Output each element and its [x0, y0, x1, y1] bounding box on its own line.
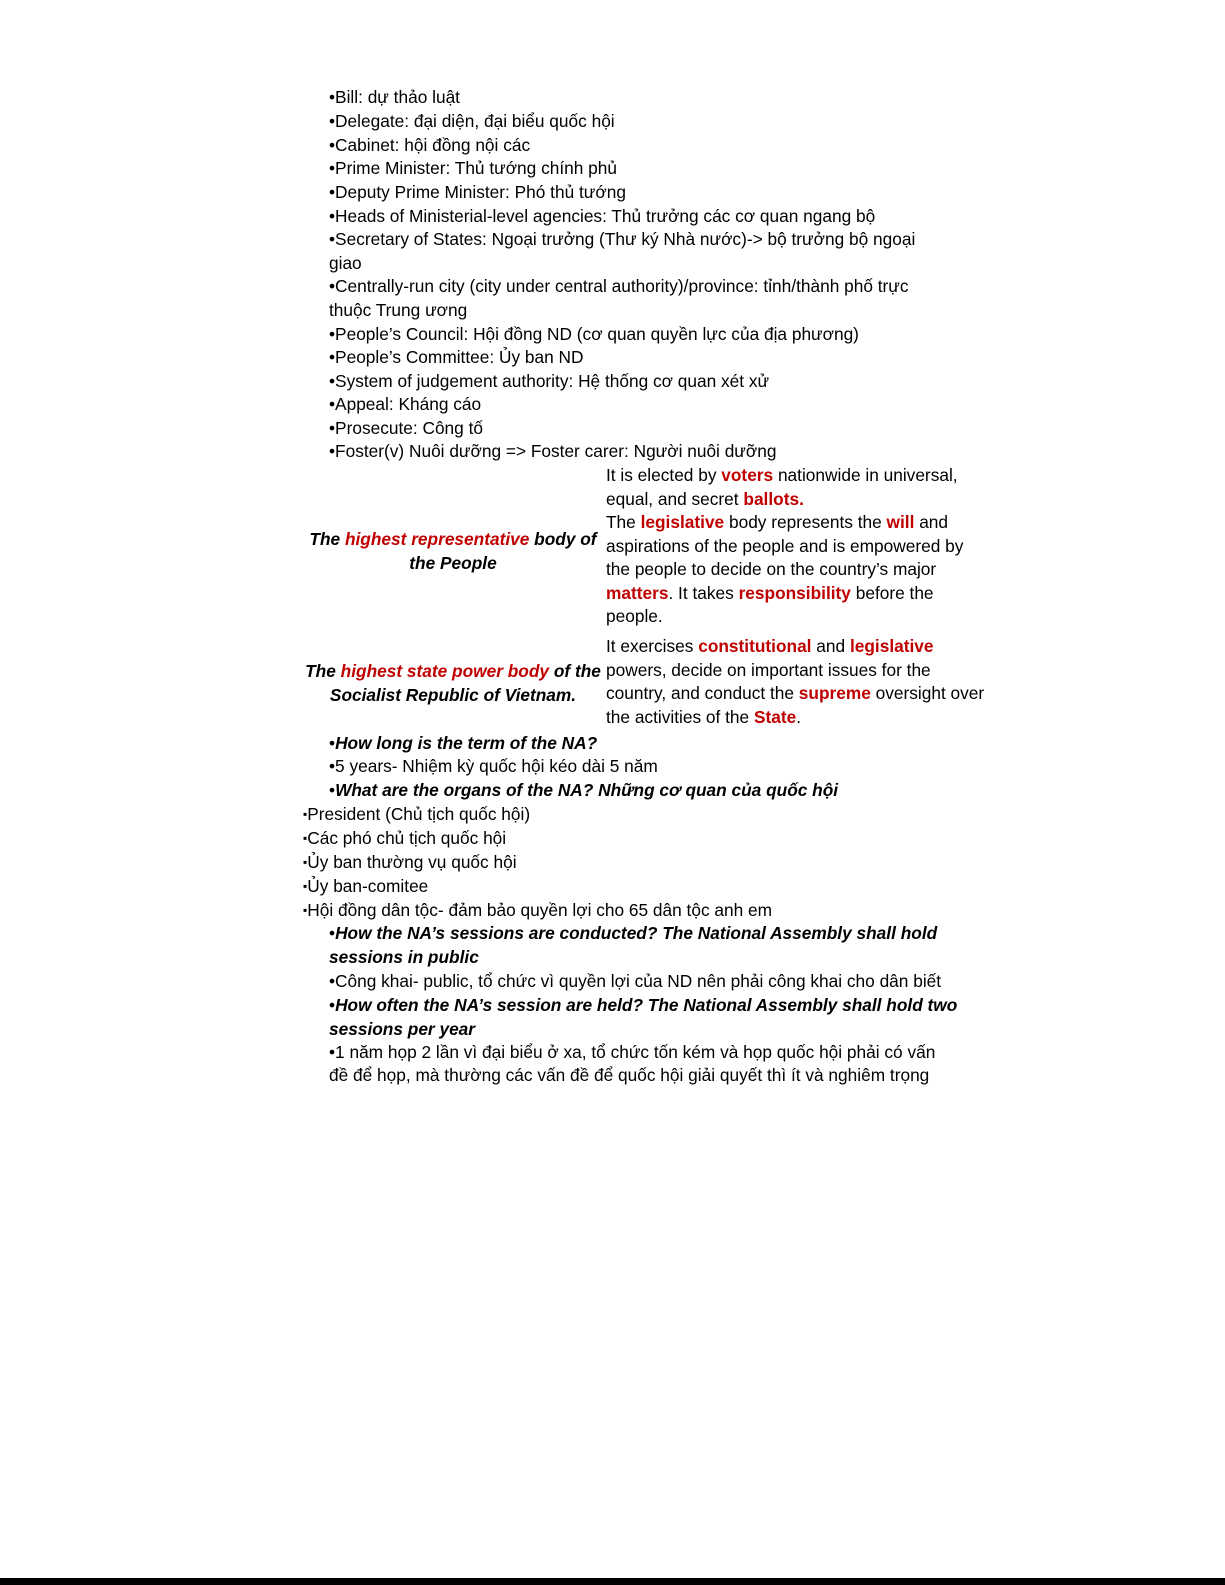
vocab-prime-minister: •Prime Minister: Thủ tướng chính phủ [329, 158, 617, 178]
square-bullet-icon: ▪ [303, 831, 308, 845]
vocab-delegate: •Delegate: đại diện, đại biểu quốc hội [329, 111, 615, 131]
vocab-cabinet: •Cabinet: hội đồng nội các [329, 135, 531, 155]
organ-ethnic-council: ▪Hội đồng dân tộc- đảm bảo quyền lợi cho 65 dân tộc anh em [303, 900, 773, 920]
vocab-peoples-committee: •People’s Committee: Ủy ban ND [329, 347, 584, 367]
table-row2-right: It exercises constitutional and legislative powers, decide on important issues for the country, and conduct the supreme oversight over the activities of the State. [606, 636, 985, 727]
vocab-centrally-run-cont: thuộc Trung ương [329, 300, 468, 320]
organ-standing-committee: ▪Ủy ban thường vụ quốc hội [303, 852, 517, 872]
table-row1-right: It is elected by voters nationwide in universal, equal, and secret ballots. The legislative body represents the will and aspirations of the people and is empowered by the people to decide on the country’s major matters. It takes responsibility before the people. [606, 465, 964, 626]
organ-president: ▪President (Chủ tịch quốc hội) [303, 804, 531, 824]
page-bottom-border [0, 1578, 1225, 1585]
square-bullet-icon: ▪ [303, 879, 308, 893]
highlight-highest-representative: highest representative [344, 529, 530, 549]
highlight-highest-state-power: highest state power body [340, 661, 550, 681]
square-bullet-icon: ▪ [303, 807, 308, 821]
question-term: •How long is the term of the NA? [329, 733, 598, 753]
answer-frequency-cont: đề để họp, mà thường các vấn đề để quốc hội giải quyết thì ít và nghiêm trọng [329, 1065, 930, 1085]
question-frequency: •How often the NA’s session are held? The National Assembly shall hold two [329, 995, 958, 1015]
answer-frequency: •1 năm họp 2 lần vì đại biểu ở xa, tổ chức tốn kém và họp quốc hội phải có vấn [329, 1042, 936, 1062]
vocab-centrally-run: •Centrally-run city (city under central authority)/province: tỉnh/thành phố trực [329, 276, 909, 296]
vocab-heads-agencies: •Heads of Ministerial-level agencies: Thủ trưởng các cơ quan ngang bộ [329, 206, 876, 226]
organ-vice-presidents: ▪Các phó chủ tịch quốc hội [303, 828, 507, 848]
question-organs: •What are the organs of the NA? Những cơ quan của quốc hội [329, 780, 839, 800]
square-bullet-icon: ▪ [303, 855, 308, 869]
vocab-judgement: •System of judgement authority: Hệ thống cơ quan xét xử [329, 371, 770, 391]
vocab-peoples-council: •People’s Council: Hội đồng ND (cơ quan quyền lực của địa phương) [329, 324, 859, 344]
vocab-prosecute: •Prosecute: Công tố [329, 418, 483, 438]
table-row1-left: The highest representative body of the People [309, 529, 597, 573]
vocab-secretary-cont: giao [329, 253, 362, 273]
square-bullet-icon: ▪ [303, 903, 308, 917]
answer-sessions: •Công khai- public, tổ chức vì quyền lợi của ND nên phải công khai cho dân biết [329, 971, 942, 991]
vocab-foster: •Foster(v) Nuôi dưỡng => Foster carer: Người nuôi dưỡng [329, 441, 777, 461]
vocab-deputy-pm: •Deputy Prime Minister: Phó thủ tướng [329, 182, 626, 202]
question-sessions: •How the NA’s sessions are conducted? The National Assembly shall hold [329, 923, 938, 943]
answer-term: •5 years- Nhiệm kỳ quốc hội kéo dài 5 năm [329, 756, 658, 776]
question-frequency-cont: sessions per year [329, 1019, 476, 1039]
vocab-secretary: •Secretary of States: Ngoại trưởng (Thư ký Nhà nước)-> bộ trưởng bộ ngoại [329, 229, 916, 249]
table-row2-left: The highest state power body of the Socialist Republic of Vietnam. [305, 661, 601, 705]
vocab-appeal: •Appeal: Kháng cáo [329, 394, 482, 414]
question-sessions-cont: sessions in public [329, 947, 479, 967]
vocab-bill: •Bill: dự thảo luật [329, 87, 460, 107]
organ-committee: ▪Ủy ban-comitee [303, 876, 429, 896]
